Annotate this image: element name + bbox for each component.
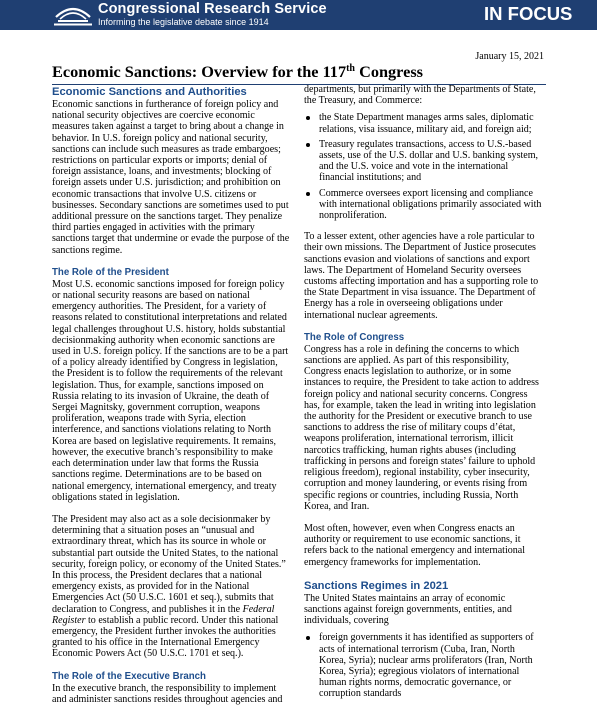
section-heading-regimes: Sanctions Regimes in 2021 <box>304 579 449 592</box>
section-heading-executive: The Role of the Executive Branch <box>52 670 206 682</box>
executive-paragraph-start: In the executive branch, the responsibility to implement and administer sanctions resides throughout agencies and <box>52 682 283 705</box>
list-item: foreign governments it has identified as supporters of acts of international terrorism (Cuba, Iran, North Korea, Syria); nuclear arms proliferators (Iran, North Korea, Syria); egregious violators of international human rights norms, democratic governance, or corruption standards <box>304 632 542 699</box>
congress-paragraph-2: Most often, however, even when Congress enacts an authority or requirement to use economic sanctions, it refers back to the national emergency and international emergency frameworks for implementation. <box>304 522 526 568</box>
executive-paragraph-cont: departments, but primarily with the Departments of State, the Treasury, and Commerce: <box>304 84 536 107</box>
section-heading-president: The Role of the President <box>52 266 169 278</box>
org-tagline: Informing the legislative debate since 1914 <box>98 17 269 27</box>
regimes-list <box>304 632 542 699</box>
left-column <box>52 85 290 705</box>
in-focus-badge <box>476 0 572 30</box>
president-paragraph-1: Most U.S. economic sanctions imposed for foreign policy or national security reasons are based on national emergency authorities. The President, for a variety of reasons related to constitutional interpretations and related legal challenges throughout U.S. history, holds substantial decisionmaking authority when economic sanctions are used in U.S. foreign policy. If the sanctions are to be a part of a policy already identified by Congress in legislation, the President is to follow the requirements of the relevant legislation. Thus, for example, sanctions imposed on Russia relating to its invasion of Ukraine, the death of Sergei Magnitsky, government corruption, weapons proliferation, weapons trade with Syria, election interference, and sanctions violations relating to North Korea are based on legislative requirements. It remains, however, the executive branch’s responsibility to make each determination under law that forms the Russia sanctions regime. Determinations are to be based on national emergency, international emergency, and treaty obligations stated in legislation. <box>52 278 289 503</box>
in-focus-label: IN FOCUS <box>484 3 573 24</box>
section-heading-authorities: Economic Sanctions and Authorities <box>52 86 247 98</box>
list-item: Commerce oversees export licensing and compliance with international obligations primarily associated with nonproliferation. <box>304 188 542 222</box>
list-item: Treasury regulates transactions, access to U.S.-based assets, use of the U.S. dollar and U.S. banking system, and the U.S. voice and vote in the international financial institutions; and <box>304 139 542 184</box>
authorities-paragraph: Economic sanctions in furtherance of foreign policy and national security objectives are coercive economic measures taken against a target to bring about a change in behavior. In U.S. foreign policy and national security, sanctions can include such measures as trade embargoes; restrictions on particular exports or imports; denial of foreign assistance, loans, and investments; blocking of foreign assets under U.S. jurisdiction; and prohibition on economic transactions that involve U.S. citizens or businesses. Secondary sanctions are sometimes used to put additional pressure on the sanctions target. They penalize third parties engaged in activities with the primary sanctions target that undermine or evade the purpose of the sanctions regime. <box>52 99 290 256</box>
org-name: Congressional Research Service <box>98 1 327 17</box>
president-paragraph-2: The President may also act as a sole decisionmaker by determining that a situation poses an “unusual and extraordinary threat, which has its source in whole or substantial part outside the United States, to the national security, foreign policy, or economy of the United States.” In this process, the President declares that a national emergency exists, as provided for in the National Emergencies Act (50 U.S.C. 1601 et seq.), submits that declaration to Congress, and publishes it in the Federal Register to establish a public record. Under this national emergency, the President further invokes the authorities granted to his office in the International Emergency Economic Powers Act (50 U.S.C. 1701 et seq.). <box>52 513 286 660</box>
congress-paragraph-1: Congress has a role in defining the concerns to which sanctions are applied. As part of this responsibility, Congress enacts legislation to authorize, or in some instances to require, the President to take action to address foreign policy and national security concerns. Congress has, for example, taken the lead in writing into legislation the authority for the President or executive branch to use sanctions to address the rise of military coups d’état, weapons proliferation, international terrorism, illicit narcotics trafficking, human rights abuses (including trafficking in persons and foreign states’ failure to uphold religious freedom), regional instability, cyber insecurity, corruption and money laundering, or events rising from specific regions or countries, including Russia, North Korea, and Iran. <box>304 343 539 512</box>
section-heading-congress: The Role of Congress <box>304 331 405 343</box>
right-column <box>304 84 542 704</box>
list-item: the State Department manages arms sales, diplomatic relations, visa issuance, military aid, and foreign aid; <box>304 112 542 134</box>
publication-date: January 15, 2021 <box>475 51 544 62</box>
page-title: Economic Sanctions: Overview for the 117th Congress <box>52 62 423 81</box>
executive-agency-list <box>304 112 542 221</box>
capitol-dome-icon <box>52 3 94 27</box>
executive-other-agencies-paragraph: To a lesser extent, other agencies have a role particular to their own missions. The Department of Justice prosecutes sanctions evasion and violations of sanctions and export laws. The Department of Homeland Security oversees customs affecting importation and has a supporting role to the State Department in visa issuance. The Department of Energy has a role in overseeing obligations under international nuclear agreements. <box>304 231 539 321</box>
regimes-paragraph: The United States maintains an array of economic sanctions against foreign governments, entities, and individuals, covering <box>304 592 512 627</box>
